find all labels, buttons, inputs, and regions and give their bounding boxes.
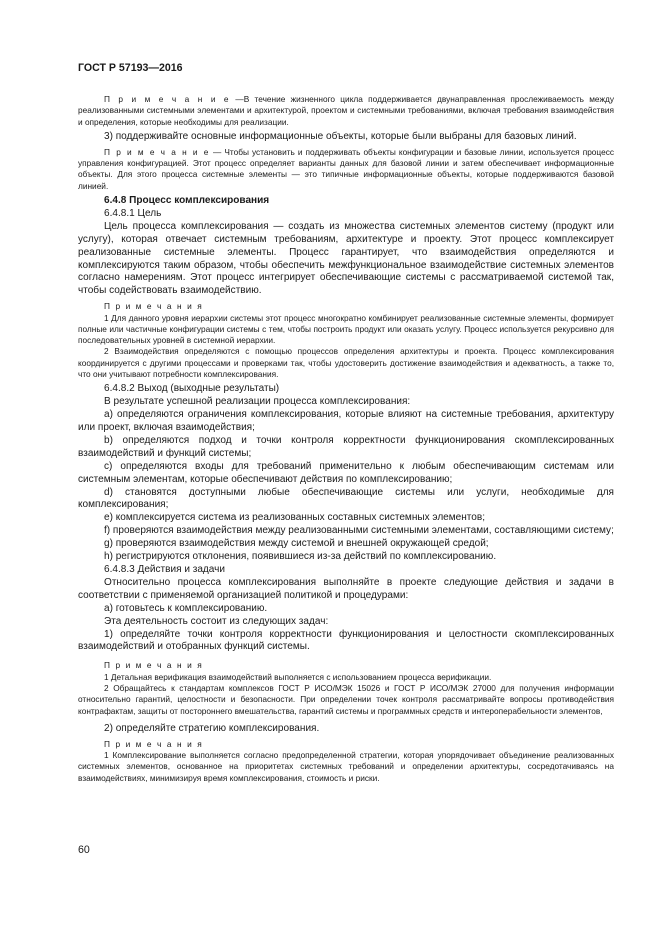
- notes-heading: П р и м е ч а н и я: [104, 660, 204, 671]
- page-number: 60: [78, 844, 90, 856]
- subsection-activities: 6.4.8.3 Действия и задачи: [104, 564, 225, 575]
- task-item: 2) определяйте стратегию комплексирования.: [104, 722, 320, 734]
- activity-item: а) готовьтесь к комплексированию.: [104, 602, 268, 614]
- document-page: [78, 62, 614, 784]
- task-item: 1) определяйте точки контроля корректности функционирования и целостности скомплексированных взаимодействий и отобранных функций системы.: [78, 628, 614, 653]
- note-item: 2 Обращайтесь к стандартам комплексов ГОСТ Р ИСО/МЭК 15026 и ГОСТ Р ИСО/МЭК 27000 для получения информации относительно гарантий, целостности и безопасности. При определении точек контроля рассматривайте вопросы противодействия контрафактам, защиты от постороннего вмешательства, гарантий системы и программных средств и интероперабельности элементов,: [78, 682, 614, 716]
- outcome-item: g) проверяются взаимодействия между системой и внешней окружающей средой;: [104, 538, 489, 550]
- note-item: 1 Комплексирование выполняется согласно предопределенной стратегии, которая упорядочивает объединение реализованных системных элементов, основанное на приоритетах системных требований и определении архитектуры, сосредотачиваясь на взаимодействиях, минимизируя время комплексирования, стоимость и риски.: [78, 750, 614, 783]
- note-text: — Чтобы установить и поддерживать объекты конфигурации и базовые линии, используется процесс управления конфигурацией. Этот процесс определяет варианты данных для базовой линии и затем обеспечивает информационные объекты. Для этого процесса системные элементы — это типичные информационные объекты, которые поддерживаются базовой линией.: [78, 146, 614, 191]
- notes-heading: П р и м е ч а н и я: [104, 738, 204, 749]
- activity-tasks-intro: Эта деятельность состоит из следующих задач:: [104, 615, 329, 627]
- outcome-item: f) проверяются взаимодействия между реализованными системными элементами, составляющими систему;: [104, 525, 614, 537]
- subsection-purpose: 6.4.8.1 Цель: [104, 207, 162, 219]
- note-label: П р и м е ч а н и е: [104, 94, 231, 104]
- notes-heading: П р и м е ч а н и я: [104, 301, 204, 312]
- section-title: 6.4.8 Процесс комплексирования: [104, 194, 270, 206]
- note-text: —В течение жизненного цикла поддерживается двунаправленная прослеживаемость между реализованными системными элементами и архитектурой, проектом и системными требованиями, включая требования взаимодействия и определения, которые необходимы для реализации.: [78, 94, 614, 127]
- note-item: 1 Для данного уровня иерархии системы этот процесс многократно комбинирует реализованные системные элементы, формирует полные или частичные конфигурации системы с тем, чтобы построить продукт или оказать услугу. Процесс используется рекурсивно для последовательных уровней в системной иерархии.: [78, 312, 614, 346]
- subsection-outcomes: 6.4.8.2 Выход (выходные результаты): [104, 383, 280, 395]
- outcome-item: h) регистрируются отклонения, появившиеся из-за действий по комплексированию.: [104, 551, 497, 563]
- outcome-item: b) определяются подход и точки контроля корректности функционирования скомплексированных взаимодействий и функций системы;: [78, 434, 614, 459]
- item-3: 3) поддерживайте основные информационные объекты, которые были выбраны для базовых линий.: [104, 130, 577, 142]
- note-item: 2 Взаимодействия определяются с помощью процессов определения архитектуры и проекта. Процесс комплексирования координируется с другими процессами и проверками так, чтобы удостоверить достижение взаимодействия и адекватность, а также то, что они учитывают потребности комплексирования.: [78, 346, 614, 380]
- outcomes-intro: В результате успешной реализации процесса комплексирования:: [104, 396, 411, 408]
- note-label: П р и м е ч а н и е: [104, 146, 210, 157]
- outcome-item: d) становятся доступными любые обеспечивающие системы или услуги, необходимые для комплексирования;: [78, 486, 614, 511]
- note-2: [78, 147, 614, 192]
- outcome-item: c) определяются входы для требований применительно к любым обеспечивающим системам или системным элементам, которые обеспечивают действия по комплексированию;: [78, 460, 614, 485]
- note-item: 1 Детальная верификация взаимодействий выполняется с использованием процесса верификации.: [104, 671, 492, 682]
- outcome-item: e) комплексируется система из реализованных составных системных элементов;: [104, 512, 486, 524]
- standard-header: ГОСТ Р 57193—2016: [78, 62, 183, 74]
- activities-intro: Относительно процесса комплексирования выполняйте в проекте следующие действия и задачи в соответствии с применяемой организацией политикой и процедурами:: [78, 576, 614, 601]
- note-1: [78, 94, 614, 128]
- purpose-paragraph: Цель процесса комплексирования — создать из множества системных элементов систему (продукт или услугу), которая отвечает системным требованиям, архитектуре и проекту. Этот процесс комплексирует реализованные системные элементы. Процесс гарантирует, что взаимодействия определяются и комплексируются таким образом, чтобы обеспечить межфункциональное взаимодействие системных элементов согласно намерениям. Этот процесс интегрирует обеспечивающие системы с рассматриваемой системой так, чтобы содействовать взаимодействию.: [78, 220, 614, 297]
- outcome-item: а) определяются ограничения комплексирования, которые влияют на системные требования, архитектуру или проект, включая взаимодействия;: [78, 409, 614, 434]
